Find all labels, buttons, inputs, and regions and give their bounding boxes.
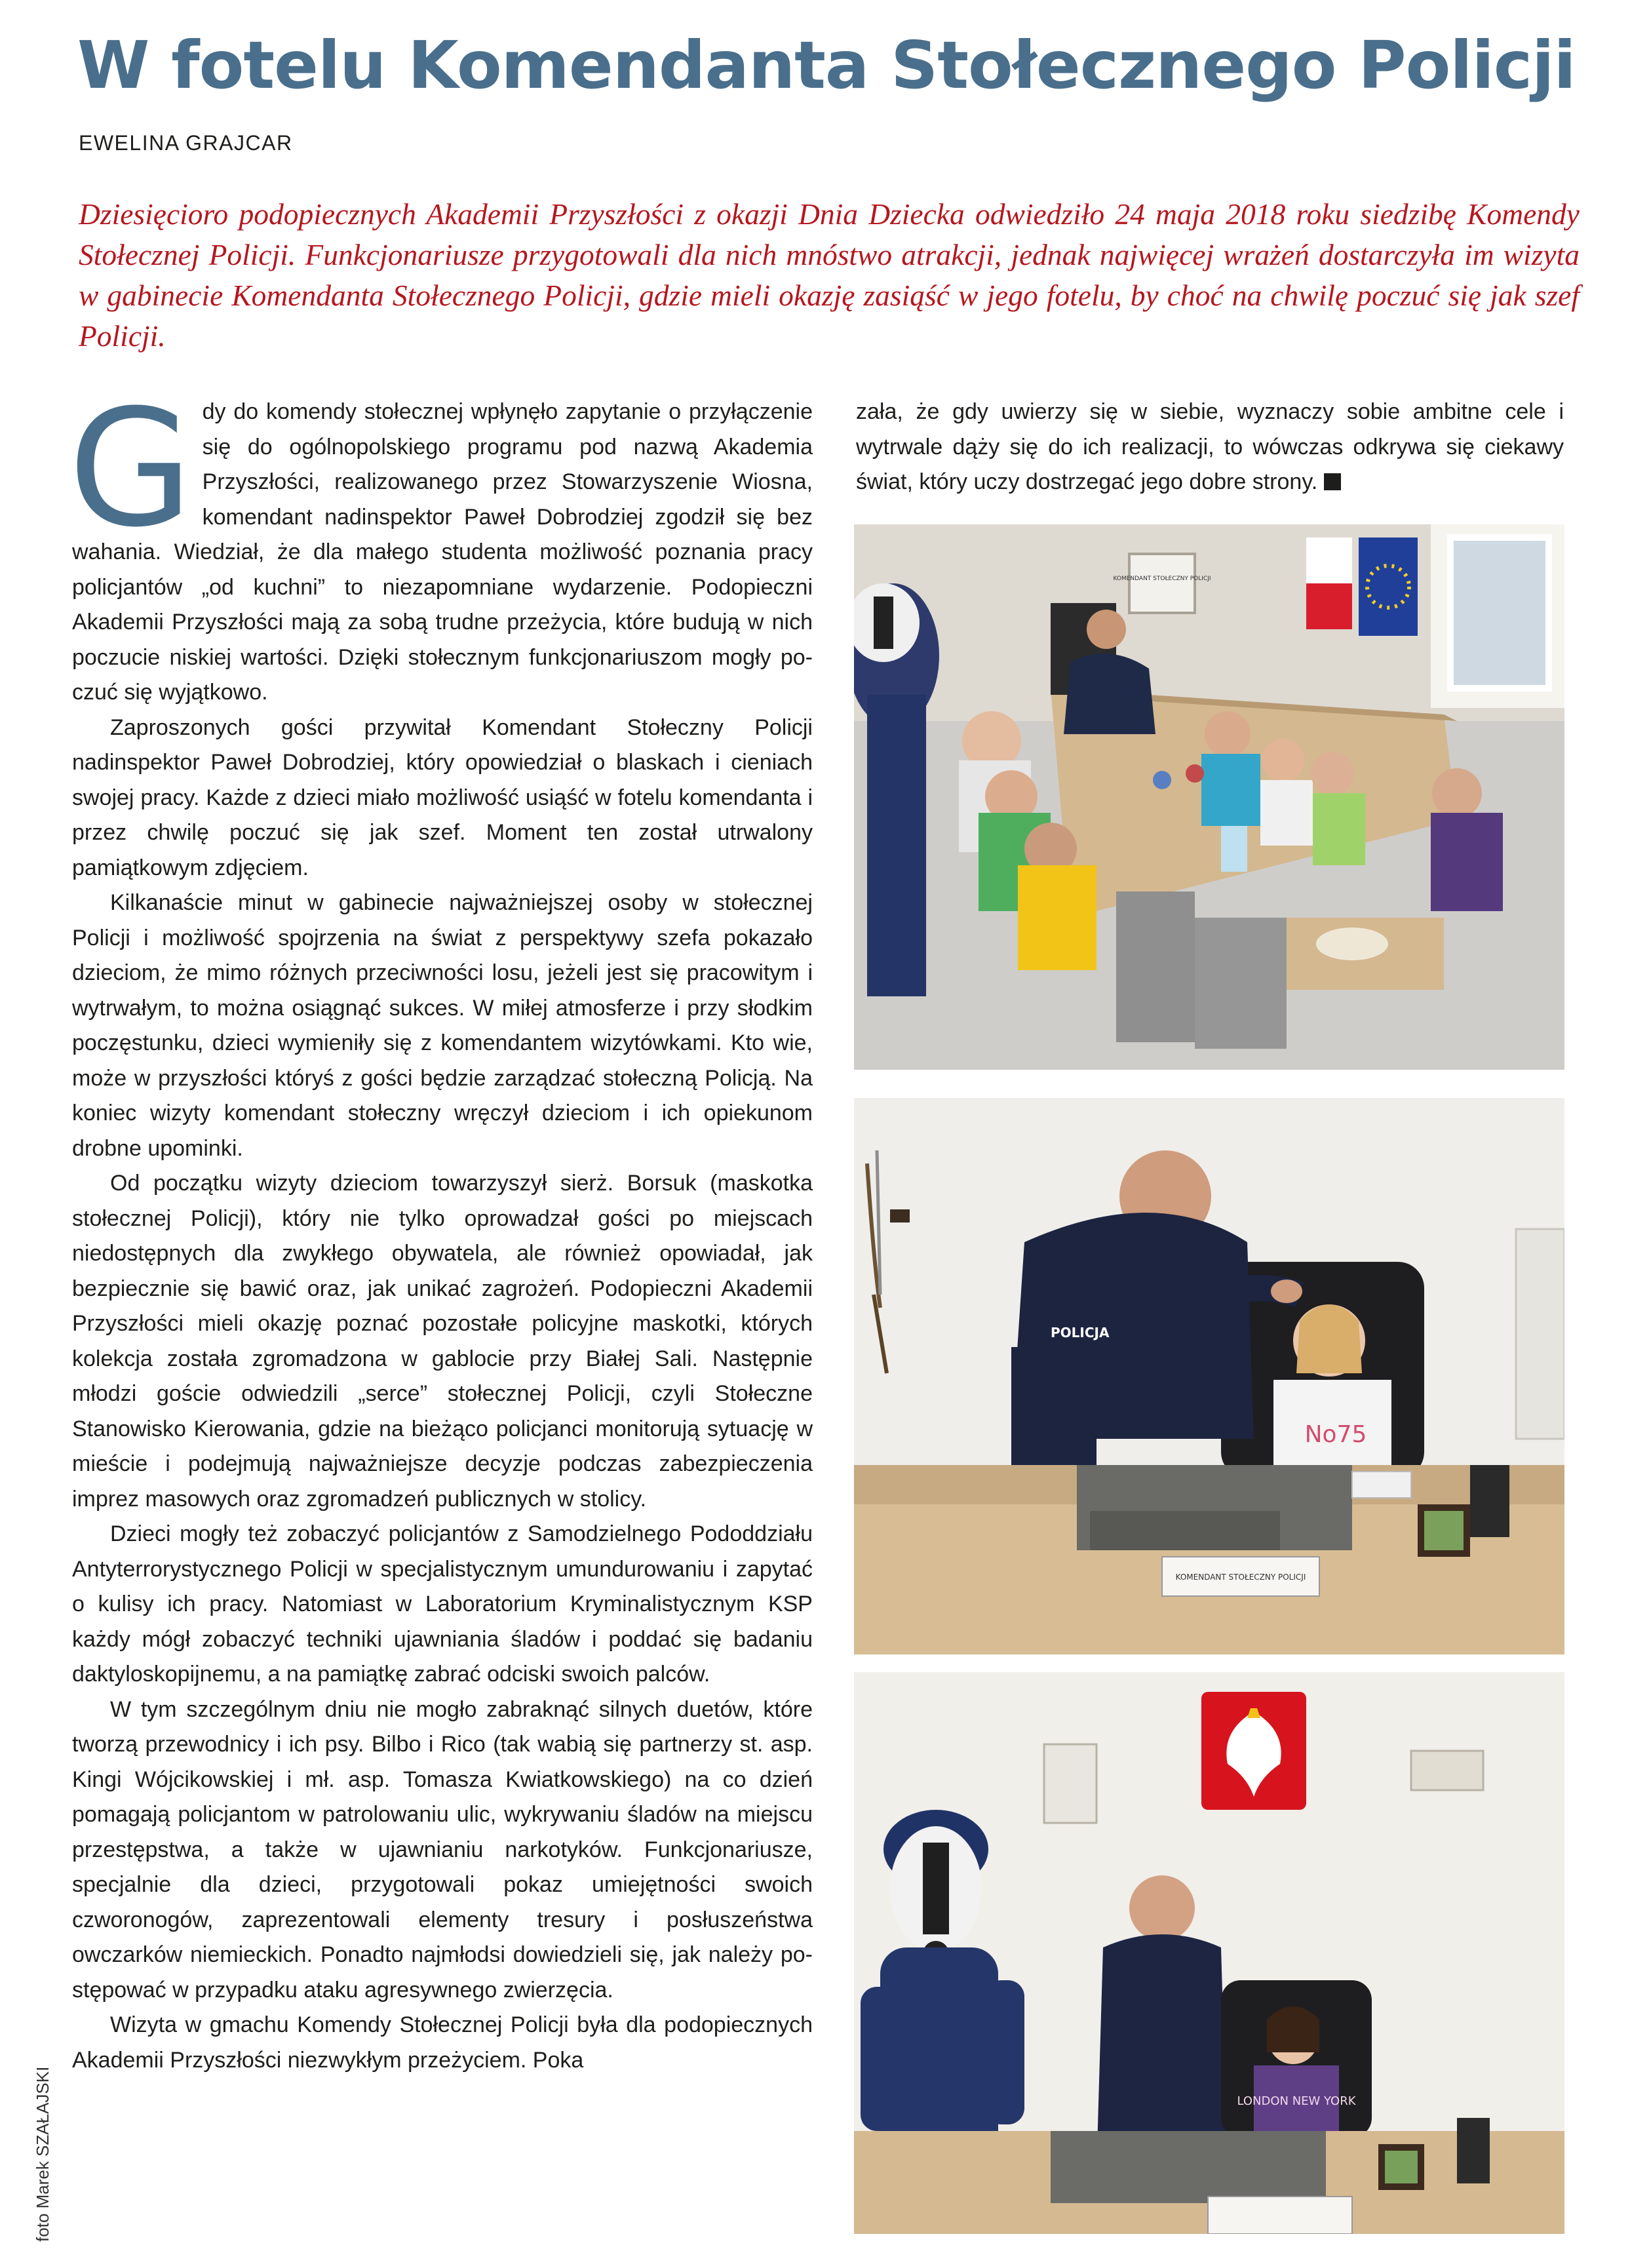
- body-paragraph-1: [68, 376, 813, 711]
- photo-officer-desk-image: [854, 1098, 1564, 1654]
- article-lead: Dziesięcioro podopiecznych Akademii Przyszłości z okazji Dnia Dziecka odwiedziło 24 maja 2018 roku siedzibę Komendy Stołecznej Policji. Funkcjonariusze przygotowali dla nich mnóstwo atrakcji, jednak najwięcej wrażeń dostarczyła im wizyta w gabinecie Komendanta Stołecznego Policji, gdzie mieli okazję zasiąść w jego fotelu, by choć na chwilę poczuć się jak szef Policji.: [79, 197, 1580, 353]
- text-column-right: [856, 395, 1564, 500]
- body-paragraph-4: Od początku wizyty dzieciom towarzyszył sierż. Borsuk (maskotka stołecznej Policji), który nie tylko oprowadzał gości po miejscach niedostępnych dla zwykłego obywatela, ale również opowiadał, jak bezpiecznie się bawić oraz, jak unikać zagrożeń. Podopieczni Akademii Przyszłości mieli okazję poznać pozostałe policyjne maskotki, których kolekcja została zgromadzona w gablocie przy Białej Sali. Następnie młodzi goście odwiedzili „serce” stołecznej Policji, czyli Stołeczne Stanowisko Kierowania, gdzie na bieżąco policjanci monitorują sytuację w mieście i podejmują najważniejsze decyzje podczas zabezpieczenia imprez masowych oraz zgromadzeń publicznych w stolicy.: [72, 1171, 813, 1512]
- body-paragraph-continuation: [856, 395, 1564, 500]
- article-title: W fotelu Komendanta Stołecznego Policji: [77, 27, 1576, 104]
- text-column-left: [68, 376, 813, 2078]
- shirt-print-text: No75: [1304, 1421, 1367, 1448]
- photo-officer-desk: [854, 1098, 1564, 1654]
- body-paragraph-7: Wizyta w gmachu Komendy Stołecznej Policji była dla podopiecznych Akademii Przyszłości niezwykłym przeżyciem. Poka: [72, 2012, 813, 2073]
- photo-mascot-eagle: [854, 1672, 1564, 2234]
- article-author: EWELINA GRAJCAR: [79, 131, 293, 155]
- paragraph-text: dy do komendy stołecznej wpłynęło zapytanie o przyłączenie się do ogólnopolskiego programu pod nazwą Akademia Przyszłości, realizowanego przez Stowarzyszenie Wiosna, komendant nadinspektor Paweł Dobrodziej zgodził się bez wahania. Wiedział, że dla małego studenta możliwość poznania pracy policjantów „od kuchni” to niezapomniane wydarzenie. Podopieczni Akademii Przyszłości mają za sobą trudne przeżycia, które budują w nich poczucie niskiej wartości. Dzięki stołecznym funkcjonariuszom mogły poczuć się wyjątkowo.: [72, 399, 813, 705]
- end-of-article-mark: [1324, 473, 1341, 490]
- wall-sign-text: KOMENDANT STOŁECZNY POLICJI: [1113, 576, 1211, 582]
- body-paragraph-5: Dzieci mogły też zobaczyć policjantów z Samodzielnego Pododdziału Antyterrorystycznego Policji w specjalistycznym umundurowaniu i zapytać o kulisy ich pracy. Natomiast w Laboratorium Kryminalistycznym KSP każdy mógł zobaczyć techniki ujawniania śladów i poddać się badaniu daktyloskopijnemu, a na pamiątkę zabrać odciski swoich palców.: [72, 1521, 813, 1687]
- uniform-badge-text: POLICJA: [1051, 1325, 1110, 1340]
- body-paragraph-6: W tym szczególnym dniu nie mogło zabraknąć silnych duetów, które tworzą przewodnicy i ich psy. Bilbo i Rico (tak wabią się partnerzy st. asp. Kingi Wójcikowskiej i mł. asp. Tomasza Kwiatkowskiego) na co dzień pomagają policjantom w patrolowaniu ulic, wykrywaniu śladów na miejscu przestępstwa, a także w ujawnianiu narkotyków. Funkcjonariusze, specjalnie dla dzieci, przygotowali pokaz umiejętności swoich czworonogów, zaprezentowali elementy tresury i posłuszeństwa owczarków niemieckich. Ponadto najmłodsi dowiedzieli się, jak należy postępować w przypadku ataku agresywnego zwierzęcia.: [72, 1696, 813, 2003]
- photo-credit: foto Marek SZAŁAJSKI: [33, 2066, 52, 2242]
- photo-mascot-eagle-image: [854, 1672, 1564, 2234]
- body-paragraph-2: Zaproszonych gości przywitał Komendant Stołeczny Policji nadinspektor Paweł Dobrodziej, który opowiedział o blaskach i cieniach swojej pracy. Każde z dzieci miało możliwość usiąść w fotelu komendanta i przez chwilę poczuć się jak szef. Moment ten został utrwalony pamiątkowym zdjęciem.: [72, 714, 813, 880]
- nameplate-text: KOMENDANT STOŁECZNY POLICJI: [1175, 1573, 1306, 1582]
- photo-meeting-table: [854, 524, 1564, 1070]
- drop-cap: G: [68, 376, 193, 563]
- paragraph-text: zała, że gdy uwierzy się w siebie, wyznaczy sobie ambitne cele i wytrwale dąży się do ich realizacji, to wówczas odkrywa się ciekawy świat, który uczy dostrzegać jego dobre strony.: [856, 399, 1564, 494]
- body-paragraph-3: Kilkanaście minut w gabinecie najważniejszej osoby w stołecznej Policji i możliwość spojrzenia na świat z perspektywy szefa pokazało dzieciom, że mimo różnych przeciwności losu, jeżeli jest się pracowitym i wytrwałym, to można osiągnąć sukces. W miłej atmosferze i przy słodkim poczęstunku, dzieci wymieniły się z komendantem wizytówkami. Kto wie, może w przyszłości któryś z gości będzie zarządzać stołeczną Policją. Na koniec wizyty komendant stołeczny wręczył dzieciom i ich opiekunom drobne upominki.: [72, 890, 813, 1161]
- photo-meeting-table-image: [854, 524, 1564, 1070]
- shirt-print-text: LONDON NEW YORK: [1237, 2094, 1356, 2108]
